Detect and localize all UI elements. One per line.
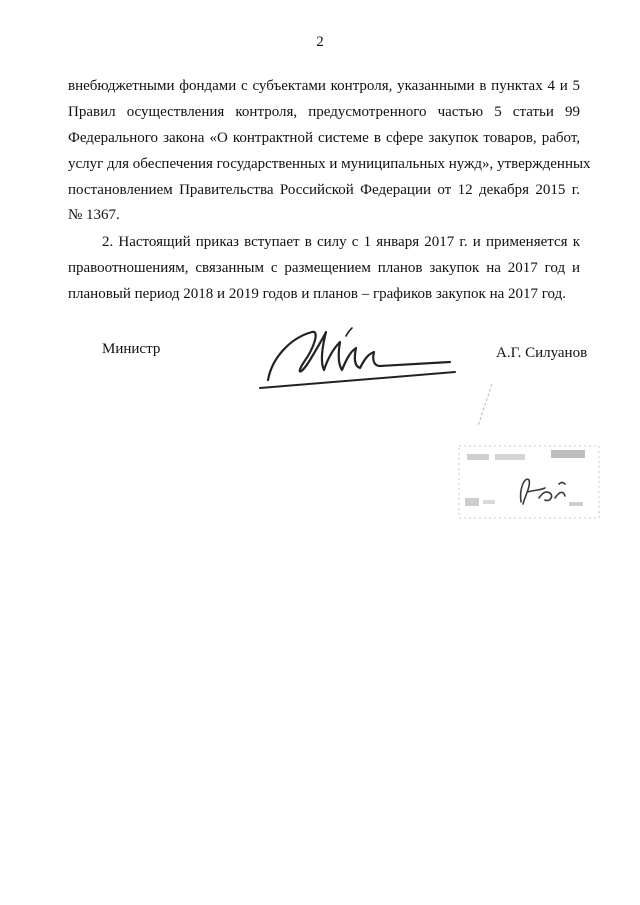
faint-pencil-mark xyxy=(470,380,500,430)
body-line-5: постановлением Правительства Российской Федерации от 12 декабря 2015 г. xyxy=(68,182,580,198)
body-line-6: № 1367. xyxy=(68,207,120,223)
body-line-2: Правил осуществления контроля, предусмотренного частью 5 статьи 99 xyxy=(68,104,580,120)
body-line-1: внебюджетными фондами с субъектами контроля, указанными в пунктах 4 и 5 xyxy=(68,78,580,94)
signer-title: Министр xyxy=(102,341,161,357)
body-line-9: плановый период 2018 и 2019 годов и планов – графиков закупок на 2017 год. xyxy=(68,286,566,302)
signer-name: А.Г. Силуанов xyxy=(496,345,588,361)
body-line-3: Федерального закона «О контрактной системе в сфере закупок товаров, работ, xyxy=(68,130,580,146)
body-line-8: правоотношениям, связанным с размещением планов закупок на 2017 год и xyxy=(68,260,580,276)
page-number: 2 xyxy=(316,34,324,50)
body-line-7: 2. Настоящий приказ вступает в силу с 1 января 2017 г. и применяется к xyxy=(102,234,580,250)
approval-stamp xyxy=(455,440,605,525)
handwritten-signature xyxy=(250,318,470,398)
body-line-4: услуг для обеспечения государственных и муниципальных нужд», утвержденных xyxy=(68,156,591,172)
